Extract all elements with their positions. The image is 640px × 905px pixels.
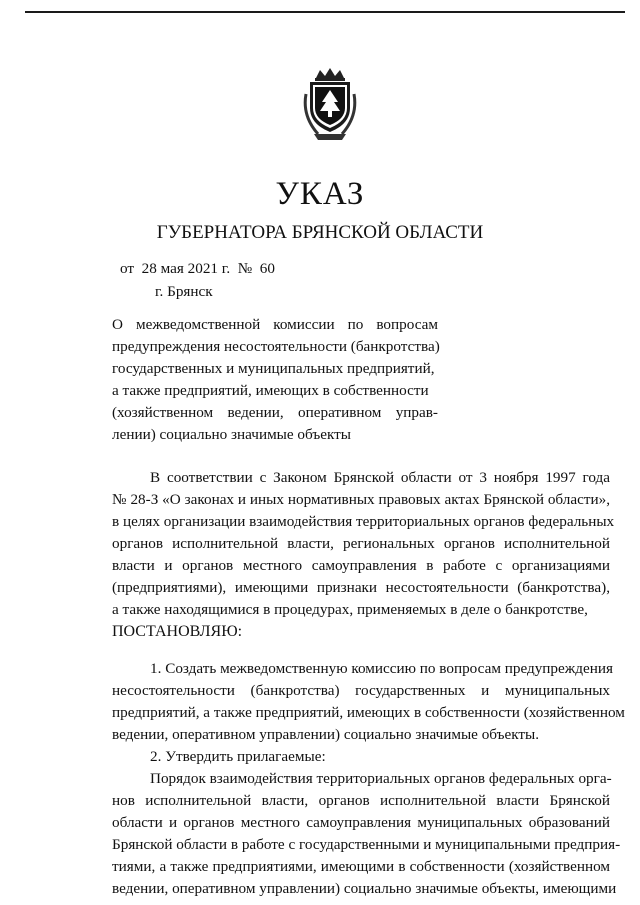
city-line: г. Брянск — [155, 283, 213, 300]
procedure-line: тиями, а также предприятиями, имеющими в собственности (хозяйственном — [112, 858, 610, 875]
subject-line: О межведомственной комиссии по вопросам — [112, 316, 438, 333]
procedure-line: ведении, оперативном управлении) социально значимые объекты, имеющими — [112, 880, 617, 897]
coat-of-arms-emblem — [300, 68, 360, 142]
document-title: УКАЗ — [275, 176, 365, 212]
preamble-line: в целях организации взаимодействия территориальных органов федеральных — [112, 513, 615, 530]
preamble-line: (предприятиями), имеющими признаки несостоятельности (банкротства), — [112, 579, 610, 596]
subject-line: лении) социально значимые объекты — [112, 426, 351, 443]
procedure-line: нов исполнительной власти, органов исполнительной власти Брянской — [112, 792, 610, 809]
preamble-line: В соответствии с Законом Брянской области от 3 ноября 1997 года — [150, 469, 610, 486]
subject-line: предупреждения несостоятельности (банкротства) — [112, 338, 440, 355]
resolution-word: ПОСТАНОВЛЯЮ: — [112, 623, 243, 640]
document-subtitle: ГУБЕРНАТОРА БРЯНСКОЙ ОБЛАСТИ — [156, 222, 484, 243]
date-number-line: от 28 мая 2021 г. № 60 — [120, 260, 275, 277]
item1-line: несостоятельности (банкротства) государственных и муниципальных — [112, 682, 610, 699]
item1-line: предприятий, а также предприятий, имеющих в собственности (хозяйственном — [112, 704, 625, 721]
preamble-line: органов исполнительной власти, региональных органов исполнительной — [112, 535, 610, 552]
procedure-line: Брянской области в работе с государственными и муниципальными предприя- — [112, 836, 621, 853]
preamble-line: а также находящимися в процедурах, применяемых в деле о банкротстве, — [112, 601, 588, 618]
item1-line: ведении, оперативном управлении) социально значимые объекты. — [112, 726, 540, 743]
item1-line: 1. Создать межведомственную комиссию по вопросам предупреждения — [150, 660, 613, 677]
preamble-line: № 28-З «О законах и иных нормативных правовых актах Брянской области», — [112, 491, 610, 508]
subject-line: (хозяйственном ведении, оперативном управ- — [112, 404, 438, 421]
procedure-line: Порядок взаимодействия территориальных органов федеральных орга- — [150, 770, 612, 787]
procedure-line: области и органов местного самоуправления муниципальных образований — [112, 814, 610, 831]
subject-line: а также предприятий, имеющих в собственности — [112, 382, 429, 399]
preamble-line: власти и органов местного самоуправления в работе с организациями — [112, 557, 610, 574]
item2-line: 2. Утвердить прилагаемые: — [150, 748, 326, 765]
subject-line: государственных и муниципальных предприятий, — [112, 360, 435, 377]
top-border-line — [25, 11, 625, 13]
